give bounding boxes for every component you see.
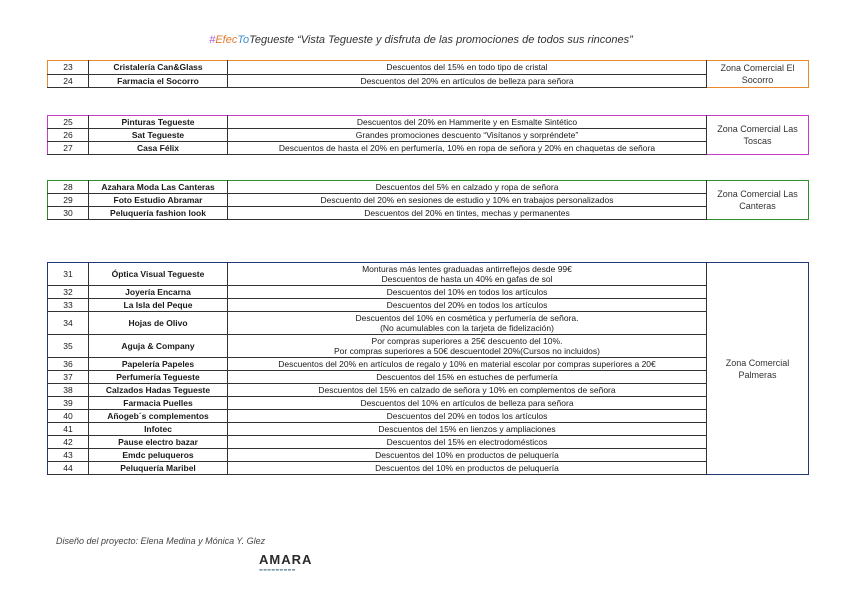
row-number: 44 (48, 462, 89, 475)
zone-table-el-socorro (47, 60, 809, 88)
promotion-text: Descuento del 20% en sesiones de estudio y 10% en trabajos personalizados (228, 194, 707, 207)
row-number: 43 (48, 449, 89, 462)
store-name: Cristalería Can&Glass (89, 61, 228, 75)
title-slogan: “Vista Tegueste y disfruta de las promociones de todos sus rincones” (297, 34, 633, 46)
promotion-text: Descuentos del 10% en artículos de belleza para señora (228, 397, 707, 410)
row-number: 40 (48, 410, 89, 423)
promotion-line-1: Monturas más lentes graduadas antirreflejos desde 99€ (362, 264, 572, 274)
promotion-text: Descuentos del 15% en calzado de señora y 10% en complementos de señora (228, 384, 707, 397)
store-name: Peluquería Maribel (89, 462, 228, 475)
table-row (48, 397, 809, 410)
design-credit: Diseño del proyecto: Elena Medina y Mónica Y. Glez (56, 536, 266, 546)
store-name: Peluquería fashion look (89, 207, 228, 220)
row-number: 29 (48, 194, 89, 207)
row-number: 25 (48, 116, 89, 129)
table-row (48, 129, 809, 142)
promotion-text: Descuentos del 20% en tintes, mechas y permanentes (228, 207, 707, 220)
store-name: Joyería Encarna (89, 286, 228, 299)
table-row (48, 312, 809, 335)
zone-label: Zona Comercial Las Canteras (717, 189, 798, 211)
promotion-line-2: Descuentos de hasta un 40% en gafas de sol (381, 274, 553, 284)
title-to: To (237, 34, 250, 46)
store-name: Perfumería Tegueste (89, 371, 228, 384)
store-name: Óptica Visual Tegueste (89, 263, 228, 286)
logo-wordmark: AMARA (259, 552, 313, 567)
store-name: La Isla del Peque (89, 299, 228, 312)
row-number: 38 (48, 384, 89, 397)
row-number: 41 (48, 423, 89, 436)
store-name: Emdc peluqueros (89, 449, 228, 462)
table-row (48, 423, 809, 436)
promotion-text (228, 312, 707, 335)
title-efec: Efec (215, 34, 238, 46)
table-row (48, 61, 809, 75)
promotion-text: Descuentos del 5% en calzado y ropa de señora (228, 181, 707, 194)
row-number: 33 (48, 299, 89, 312)
row-number: 26 (48, 129, 89, 142)
store-name: Papelería Papeles (89, 358, 228, 371)
promotion-text: Descuentos del 15% en todo tipo de cristal (228, 61, 707, 75)
title-tegueste: Tegueste (249, 34, 295, 46)
promotion-text: Descuentos de hasta el 20% en perfumería, 10% en ropa de señora y 20% en chaquetas de señora (228, 142, 707, 155)
store-name: Añogeb´s complementos (89, 410, 228, 423)
promotion-line-1: Descuentos del 10% en cosmética y perfumería de señora. (355, 313, 579, 323)
promotion-text: Descuentos del 20% en todos los artículos (228, 299, 707, 312)
promotion-text: Descuentos del 10% en todos los artículos (228, 286, 707, 299)
store-name: Azahara Moda Las Canteras (89, 181, 228, 194)
store-name: Calzados Hadas Tegueste (89, 384, 228, 397)
zone-table-palmeras (47, 262, 809, 475)
store-name: Hojas de Olivo (89, 312, 228, 335)
table-row (48, 449, 809, 462)
table-row (48, 299, 809, 312)
store-name: Farmacia Puelles (89, 397, 228, 410)
table-row (48, 436, 809, 449)
zone-table-las-canteras (47, 180, 809, 220)
store-name: Foto Estudio Abramar (89, 194, 228, 207)
row-number: 32 (48, 286, 89, 299)
table-row (48, 116, 809, 129)
zone-label: Zona Comercial Palmeras (725, 357, 790, 380)
row-number: 30 (48, 207, 89, 220)
table-row (48, 207, 809, 220)
table-row (48, 286, 809, 299)
amara-logo (259, 552, 321, 578)
promotion-text: Descuentos del 15% en lienzos y ampliaciones (228, 423, 707, 436)
promotion-text (228, 263, 707, 286)
row-number: 31 (48, 263, 89, 286)
store-name: Pause electro bazar (89, 436, 228, 449)
table-row (48, 335, 809, 358)
promotion-text (228, 335, 707, 358)
store-name: Sat Tegueste (89, 129, 228, 142)
store-name: Pinturas Tegueste (89, 116, 228, 129)
promotion-text: Descuentos del 15% en estuches de perfumería (228, 371, 707, 384)
page-title (0, 34, 842, 46)
title-hash: # (209, 34, 216, 46)
row-number: 28 (48, 181, 89, 194)
row-number: 24 (48, 74, 89, 88)
table-row (48, 194, 809, 207)
store-name: Aguja & Company (89, 335, 228, 358)
row-number: 39 (48, 397, 89, 410)
table-row (48, 462, 809, 475)
promotion-text: Descuentos del 20% en artículos de belleza para señora (228, 74, 707, 88)
row-number: 42 (48, 436, 89, 449)
promotion-text: Descuentos del 10% en productos de peluquería (228, 449, 707, 462)
store-name: Casa Félix (89, 142, 228, 155)
promotion-text: Descuentos del 10% en productos de peluquería (228, 462, 707, 475)
zone-label: Zona Comercial Las Toscas (717, 124, 798, 146)
row-number: 36 (48, 358, 89, 371)
row-number: 27 (48, 142, 89, 155)
table-row (48, 142, 809, 155)
table-row (48, 371, 809, 384)
row-number: 34 (48, 312, 89, 335)
store-name: Farmacia el Socorro (89, 74, 228, 88)
promotion-line-2: Por compras superiores a 50€ descuentodel 20%(Cursos no incluidos) (333, 346, 600, 356)
promotion-text: Descuentos del 15% en electrodomésticos (228, 436, 707, 449)
promotion-text: Descuentos del 20% en Hammerite y en Esmalte Sintético (228, 116, 707, 129)
table-row (48, 410, 809, 423)
logo-tagline-graphic: ▬▬▬▬▬▬▬▬▬ (259, 567, 296, 572)
zone-label: Zona Comercial El Socorro (720, 63, 795, 85)
table-row (48, 181, 809, 194)
promotion-line-2: (No acumulables con la tarjeta de fidelización) (380, 323, 554, 333)
promotion-text: Grandes promociones descuento “Visítanos y sorpréndete” (228, 129, 707, 142)
table-row (48, 384, 809, 397)
row-number: 35 (48, 335, 89, 358)
row-number: 23 (48, 61, 89, 75)
table-row (48, 74, 809, 88)
table-row (48, 358, 809, 371)
store-name: Infotec (89, 423, 228, 436)
promotion-line-1: Por compras superiores a 25€ descuento del 10%. (371, 336, 563, 346)
promotion-text: Descuentos del 20% en artículos de regalo y 10% en material escolar por compras superiores a 20€ (228, 358, 707, 371)
zone-table-las-toscas (47, 115, 809, 155)
table-row (48, 263, 809, 286)
promotion-text: Descuentos del 20% en todos los artículos (228, 410, 707, 423)
row-number: 37 (48, 371, 89, 384)
